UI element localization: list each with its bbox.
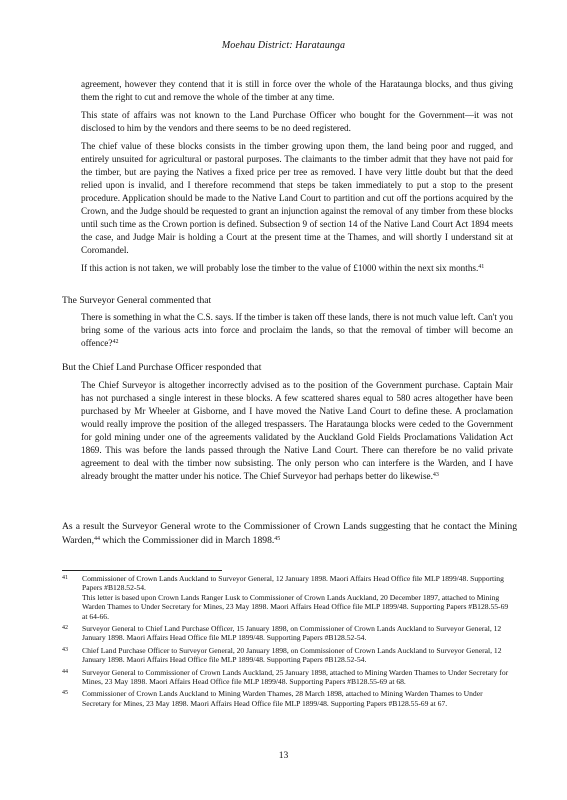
quote-paragraph — [81, 379, 513, 483]
footnote-text: Chief Land Purchase Officer to Surveyor General, 20 January 1898, on Commissioner of Crown Lands Auckland to Surveyor General, 12 January 1898. Maori Affairs Head Office file MLP 1899/48. Supporting Papers #B128.52-54. — [82, 645, 502, 665]
intro-surveyor-general: The Surveyor General commented that — [62, 295, 212, 306]
footnote-number: 41 — [62, 575, 68, 581]
footnote-text: Commissioner of Crown Lands Auckland to Mining Warden Thames, 28 March 1898, attached to Mining Warden Thames to Under Secretary for Mines, 23 May 1898. Maori Affairs Head Office file MLP 1899/48. Supporting Papers #B128.55-69 at 67. — [82, 689, 483, 708]
quote-paragraph: This state of affairs was not known to the Land Purchase Officer who bought for the Government—it was not disclosed to him by the vendors and there seems to be no deed registered. — [81, 110, 513, 133]
quote-block-chief-land-purchase-officer — [81, 379, 513, 488]
footnote-ref: 41 — [478, 264, 485, 270]
footnote-ref: 44 — [94, 536, 100, 542]
footnote-ref: 45 — [274, 536, 281, 542]
intro-chief-land-purchase-officer: But the Chief Land Purchase Officer responded that — [62, 362, 262, 373]
quote-paragraph: agreement, however they contend that it is still in force over the whole of the Harataunga blocks, and thus giving them the right to cut and remove the whole of the timber at any time. — [81, 79, 513, 102]
footnote-number: 44 — [62, 668, 68, 675]
quote-paragraph: The chief value of these blocks consists in the timber growing upon them, the land being poor and rugged, and entirely unsuited for agricultural or pastoral purposes. The claimants to the timber admit that they have not paid for the timber, but are paying the Natives a fixed price per tree as removed. I have very little doubt but that the deed relied upon is invalid, and I therefore recommend that steps be taken immediately to put a stop to the present procedure. Application should be made to the Native Land Court to partition and cut off the portions acquired by the Crown, and the Judge should be requested to grant an injunction against the removal of any timber from these blocks until such time as the Crown portion is defined. Subsection 9 of section 14 of the Native Land Court Act 1894 meets the case, and Judge Mair is holding a Court at the present time at the Thames, and will shortly I understand sit at Coromandel. — [81, 141, 513, 255]
closing-text-a: As a result the Surveyor General wrote to the Commissioner of Crown Lands suggesting that he contact the Mining Warden, — [62, 521, 517, 546]
footnote — [62, 668, 512, 687]
quote-block-chief-surveyor — [81, 78, 513, 280]
footnote-text: Surveyor General to Commissioner of Crown Lands Auckland, 25 January 1898, attached to Mining Warden Thames to Under Secretary for Mines, 23 May 1898. Maori Affairs Head Office file MLP 1899/48. Supporting Papers #B128.55-69 at 68. — [82, 667, 509, 687]
running-header: Moehau District: Harataunga — [221, 40, 346, 51]
footnote — [62, 624, 512, 643]
closing-text-b: which the Commissioner did in March 1898. — [100, 535, 275, 546]
quote-paragraph-text: If this action is not taken, we will probably lose the timber to the value of £1000 within the next six months. — [81, 263, 479, 273]
footnote-number: 42 — [62, 625, 68, 632]
footnote-text: Surveyor General to Chief Land Purchase Officer, 15 January 1898, on Commissioner of Crown Lands Auckland to Surveyor General, 12 January 1898. Maori Affairs Head Office file MLP 1899/48. Supporting Papers #B128.52-54. — [82, 624, 502, 643]
footnote-text: This letter is based upon Crown Lands Ranger Lusk to Commissioner of Crown Lands Auckland, 20 December 1897, attached to Mining Warden Thames to Under Secretary for Mines, 23 May 1898. Maori Affairs Head Office file MLP 1899/48. Supporting Papers #B128.55-69 at 64-66. — [82, 592, 509, 621]
footnote-ref: 42 — [112, 339, 119, 345]
quote-paragraph — [81, 262, 513, 275]
quote-paragraph-text: The Chief Surveyor is altogether incorrectly advised as to the position of the Government purchase. Captain Mair has not purchased a single interest in these blocks. A few scattered shares equal to 580 acres altogether have been purchased by Mr Wheeler at Gisborne, and I have moved the Native Land Court to define these. A proclamation would really improve the position of the alleged trespassers. The Harataunga blocks were ceded to the Government for gold mining under one of the agreements validated by the Auckland Gold Fields Proclamations Validation Act 1869. This was before the lands passed through the Native Land Court. There can therefore be no valid private agreement to deal with the timber now subsisting. The only person who can interfere is the Warden, and I have already brought the matter under his notice. The Chief Surveyor had perhaps better do likewise. — [81, 380, 513, 481]
page-number: 13 — [278, 750, 289, 761]
quote-paragraph — [81, 311, 513, 350]
quote-paragraph-text: There is something in what the C.S. says. If the timber is taken off these lands, there is not much value left. Can't you bring some of the various acts into force and proclaim the lands, so that the removal of timber will become an offence? — [81, 312, 513, 348]
footnote-ref: 43 — [432, 472, 439, 478]
footnote-number: 43 — [62, 646, 68, 653]
footnote-text: Commissioner of Crown Lands Auckland to Surveyor General, 12 January 1898. Maori Affairs Head Office file MLP 1899/48. Supporting Papers #B128.52-54. — [82, 574, 504, 593]
footnote-number: 45 — [62, 690, 68, 697]
footnote-divider — [62, 570, 222, 571]
footnote — [62, 646, 512, 665]
closing-paragraph — [62, 520, 517, 548]
footnote — [62, 689, 512, 708]
quote-block-surveyor-general — [81, 311, 513, 355]
footnotes — [62, 574, 512, 711]
footnote — [62, 574, 512, 621]
